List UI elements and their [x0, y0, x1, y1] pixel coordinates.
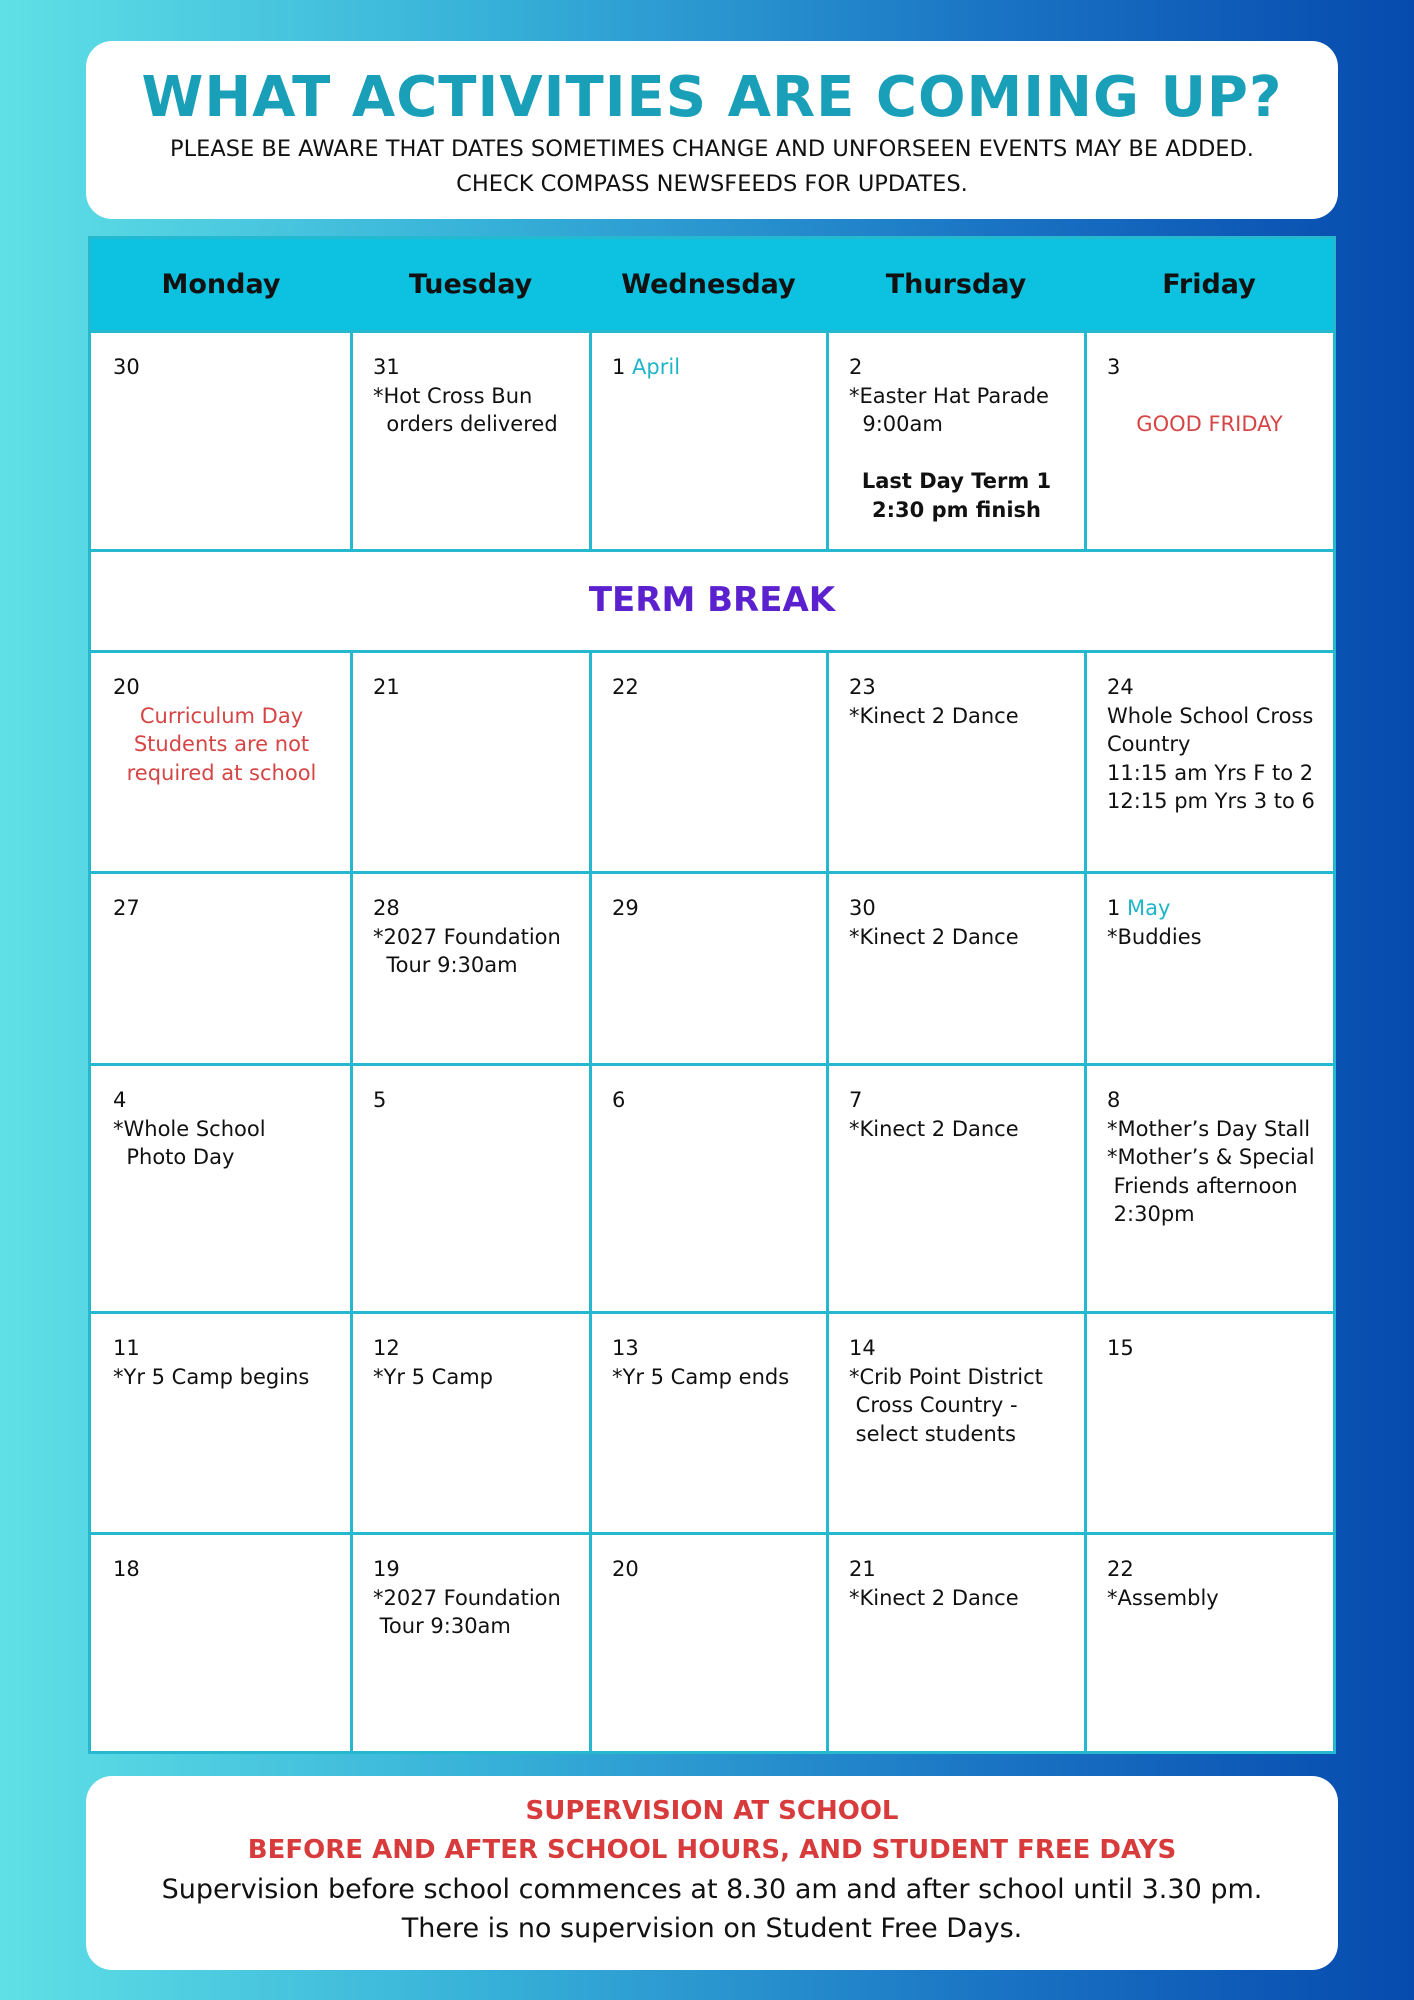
- date-number: 22: [1107, 1557, 1134, 1581]
- date-number: 27: [113, 896, 140, 920]
- supervision-heading: SUPERVISION AT SCHOOL: [525, 1796, 899, 1826]
- date-number: 3: [1107, 355, 1121, 379]
- event-text: Tour 9:30am: [373, 953, 518, 977]
- date-number: 30: [849, 896, 876, 920]
- weekday-thursday: Thursday: [885, 269, 1027, 300]
- event-text: *Mother’s Day Stall: [1107, 1116, 1311, 1141]
- day-cell: [353, 1314, 589, 1532]
- event-text: *Kinect 2 Dance: [849, 1116, 1019, 1141]
- date-number: 24: [1107, 675, 1134, 699]
- date-number: 19: [373, 1557, 400, 1581]
- day-cell: [592, 874, 826, 1063]
- date-number: 21: [373, 675, 400, 699]
- alert-text: Students are not: [133, 732, 310, 756]
- day-cell: [93, 1535, 350, 1750]
- day-cell: [93, 1066, 350, 1311]
- event-text: Photo Day: [113, 1145, 235, 1169]
- calendar-grid: [88, 236, 1336, 1754]
- date-number: 31: [373, 355, 400, 379]
- date-number: 1 May: [1107, 896, 1171, 920]
- date-number: 14: [849, 1336, 876, 1360]
- day-cell: [1087, 1314, 1332, 1532]
- event-text: 9:00am: [849, 412, 943, 436]
- weekday-wednesday: Wednesday: [621, 269, 796, 300]
- date-number: 21: [849, 1557, 876, 1581]
- event-text: *Buddies: [1107, 924, 1202, 949]
- day-cell: [93, 1314, 350, 1532]
- day-cell: [592, 1535, 826, 1750]
- subtitle-line-1: PLEASE BE AWARE THAT DATES SOMETIMES CHANGE AND UNFORSEEN EVENTS MAY BE ADDED.: [170, 136, 1254, 162]
- date-number: 11: [113, 1336, 140, 1360]
- date-number: 20: [612, 1557, 639, 1581]
- subtitle-line-2: CHECK COMPASS NEWSFEEDS FOR UPDATES.: [456, 171, 968, 197]
- event-text: 2:30pm: [1107, 1202, 1195, 1226]
- supervision-line-2: There is no supervision on Student Free Days.: [401, 1913, 1023, 1944]
- event-text: *2027 Foundation: [373, 924, 561, 949]
- date-number: 20: [113, 675, 140, 699]
- page-title: WHAT ACTIVITIES ARE COMING UP?: [141, 65, 1283, 130]
- event-text: Country: [1107, 732, 1191, 756]
- day-cell: [1087, 1066, 1332, 1311]
- weekday-monday: Monday: [161, 269, 281, 300]
- day-cell: [353, 1535, 589, 1750]
- event-text: *Yr 5 Camp: [373, 1364, 493, 1389]
- day-cell: [829, 1066, 1084, 1311]
- date-number: 18: [113, 1557, 140, 1581]
- date-number: 5: [373, 1088, 387, 1112]
- event-text: *Kinect 2 Dance: [849, 703, 1019, 728]
- day-cell: [353, 874, 589, 1063]
- date-number: 29: [612, 896, 639, 920]
- event-text: *Whole School: [113, 1116, 266, 1141]
- header-card: [86, 41, 1338, 219]
- spacer: [849, 439, 1084, 468]
- date-number: 28: [373, 896, 400, 920]
- month-label: May: [1120, 896, 1171, 920]
- date-number: 6: [612, 1088, 626, 1112]
- month-label: April: [625, 355, 681, 379]
- event-text: *Mother’s & Special: [1107, 1145, 1315, 1169]
- term-break-banner: TERM BREAK: [588, 580, 836, 620]
- term-end-notice: Last Day Term 1: [861, 469, 1052, 493]
- day-cell: [353, 653, 589, 871]
- date-number: 15: [1107, 1336, 1134, 1360]
- date-number: 7: [849, 1088, 863, 1112]
- event-text: Cross Country -: [849, 1393, 1018, 1417]
- day-cell: [1087, 333, 1332, 549]
- date-number: 8: [1107, 1088, 1121, 1112]
- weekday-friday: Friday: [1162, 269, 1256, 300]
- supervision-subheading: BEFORE AND AFTER SCHOOL HOURS, AND STUDENT FREE DAYS: [247, 1835, 1177, 1865]
- event-text: *Yr 5 Camp begins: [113, 1364, 310, 1389]
- day-cell: [592, 1066, 826, 1311]
- event-text: *Kinect 2 Dance: [849, 1585, 1019, 1610]
- day-cell: [829, 653, 1084, 871]
- event-text: select students: [849, 1421, 1016, 1446]
- weekday-header-row: [91, 239, 1333, 331]
- event-text: *Hot Cross Bun: [373, 383, 533, 408]
- day-cell: [93, 653, 350, 871]
- date-number: 4: [113, 1088, 127, 1112]
- date-number: 22: [612, 675, 639, 699]
- spacer: [1107, 382, 1332, 411]
- alert-text: Curriculum Day: [139, 703, 304, 728]
- event-text: *Assembly: [1107, 1585, 1219, 1610]
- event-text: *2027 Foundation: [373, 1585, 561, 1610]
- date-number: 12: [373, 1336, 400, 1360]
- date-number: 1 April: [612, 355, 681, 379]
- day-cell: [93, 874, 350, 1063]
- day-cell: [592, 333, 826, 549]
- day-cell: [353, 1066, 589, 1311]
- event-text: *Kinect 2 Dance: [849, 924, 1019, 949]
- alert-text: GOOD FRIDAY: [1136, 412, 1283, 436]
- day-cell: [592, 653, 826, 871]
- day-cell: [353, 333, 589, 549]
- day-cell: [829, 874, 1084, 1063]
- event-text: Whole School Cross: [1107, 703, 1314, 728]
- day-cell: [592, 1314, 826, 1532]
- event-text: orders delivered: [373, 412, 558, 436]
- date-number: 2: [849, 355, 863, 379]
- event-text: *Easter Hat Parade: [849, 383, 1049, 408]
- event-text: *Yr 5 Camp ends: [612, 1364, 790, 1389]
- date-number: 13: [612, 1336, 639, 1360]
- date-number: 30: [113, 355, 140, 379]
- event-text: Tour 9:30am: [373, 1614, 511, 1638]
- event-text: *Crib Point District: [849, 1364, 1043, 1389]
- day-cell: [829, 1535, 1084, 1750]
- day-cell: [93, 333, 350, 549]
- day-cell: [829, 333, 1084, 549]
- event-text: 12:15 pm Yrs 3 to 6: [1107, 789, 1315, 813]
- day-cell: [1087, 1535, 1332, 1750]
- event-text: 11:15 am Yrs F to 2: [1107, 760, 1314, 785]
- alert-text: required at school: [126, 760, 317, 785]
- term-end-notice: 2:30 pm finish: [872, 497, 1041, 522]
- supervision-card: [86, 1776, 1338, 1970]
- event-text: Friends afternoon: [1107, 1173, 1298, 1198]
- date-number: 23: [849, 675, 876, 699]
- weekday-tuesday: Tuesday: [408, 269, 533, 300]
- day-cell: [1087, 874, 1332, 1063]
- day-cell: [1087, 653, 1332, 871]
- day-cell: [829, 1314, 1084, 1532]
- supervision-line-1: Supervision before school commences at 8.30 am and after school until 3.30 pm.: [161, 1874, 1263, 1905]
